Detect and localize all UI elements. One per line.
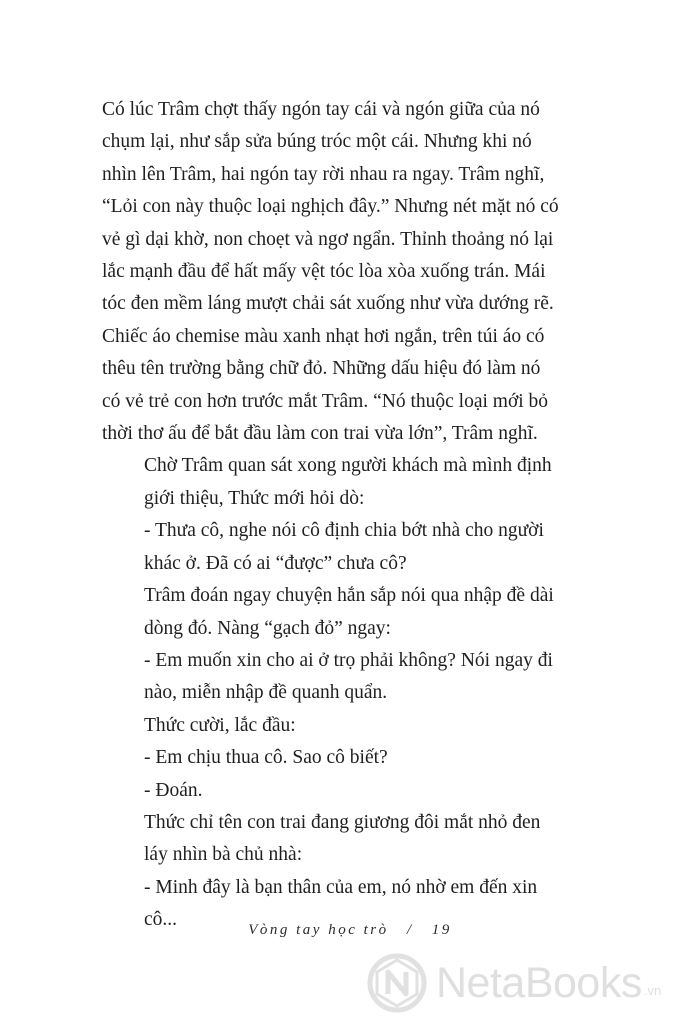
text-line: - Em muốn xin cho ai ở trọ phải không? Nói ngay đi xyxy=(144,649,553,671)
text-line: lắc mạnh đầu để hất mấy vệt tóc lòa xòa xuống trán. Mái xyxy=(102,261,546,283)
text-line: “Lỏi con này thuộc loại nghịch đây.” Nhưng nét mặt nó có xyxy=(102,196,559,218)
paragraph xyxy=(102,807,602,872)
text-line: thời thơ ấu để bắt đầu làm con trai vừa lớn”, Trâm nghĩ. xyxy=(102,423,538,445)
page-body-text xyxy=(102,94,602,937)
netabooks-logo-icon xyxy=(366,952,428,1014)
text-line: dòng đó. Nàng “gạch đỏ” ngay: xyxy=(144,617,391,639)
paragraph xyxy=(102,450,602,515)
text-line: nhìn lên Trâm, hai ngón tay rời nhau ra ngay. Trâm nghĩ, xyxy=(102,163,545,185)
text-line: - Em chịu thua cô. Sao cô biết? xyxy=(144,747,388,769)
page-footer xyxy=(0,922,700,939)
paragraph xyxy=(102,742,602,774)
text-line: khác ở. Đã có ai “được” chưa cô? xyxy=(144,552,407,574)
paragraph xyxy=(102,645,602,710)
text-line: Thức chỉ tên con trai đang giương đôi mắt nhỏ đen xyxy=(144,811,541,833)
watermark-brand: NetaBooks xyxy=(436,958,642,1007)
text-line: - Minh đây là bạn thân của em, nó nhờ em đến xin xyxy=(144,876,538,898)
running-book-title: Vòng tay học trò xyxy=(248,922,389,938)
text-line: tóc đen mềm láng mượt chải sát xuống như vừa dướng rẽ. xyxy=(102,293,554,315)
text-line: nào, miễn nhập đề quanh quẩn. xyxy=(144,682,388,704)
text-line: cô... xyxy=(144,909,178,931)
paragraph xyxy=(102,94,602,450)
text-line: Chiếc áo chemise màu xanh nhạt hơi ngắn, trên túi áo có xyxy=(102,325,545,347)
netabooks-watermark xyxy=(366,948,661,1018)
text-line: chụm lại, như sắp sửa búng tróc một cái. Nhưng khi nó xyxy=(102,131,532,153)
page-number: 19 xyxy=(431,922,452,938)
paragraph xyxy=(102,710,602,742)
text-line: giới thiệu, Thức mới hỏi dò: xyxy=(144,487,365,509)
paragraph xyxy=(102,515,602,580)
text-line: láy nhìn bà chủ nhà: xyxy=(144,844,303,866)
text-line: Chờ Trâm quan sát xong người khách mà mình định xyxy=(144,455,552,477)
text-line: vẻ gì dại khờ, non choẹt và ngơ ngẩn. Thỉnh thoảng nó lại xyxy=(102,228,554,250)
text-line: Thức cười, lắc đầu: xyxy=(144,714,296,736)
paragraph xyxy=(102,775,602,807)
text-line: Trâm đoán ngay chuyện hắn sắp nói qua nhập đề dài xyxy=(144,585,554,607)
text-line: Có lúc Trâm chợt thấy ngón tay cái và ngón giữa của nó xyxy=(102,99,540,120)
paragraph xyxy=(102,580,602,645)
text-line: - Thưa cô, nghe nói cô định chia bớt nhà cho người xyxy=(144,520,544,542)
text-line: có vẻ trẻ con hơn trước mắt Trâm. “Nó thuộc loại mới bỏ xyxy=(102,390,549,412)
text-line: thêu tên trường bằng chữ đỏ. Những dấu hiệu đó làm nó xyxy=(102,358,541,380)
watermark-suffix: .vn xyxy=(643,983,662,998)
footer-separator: / xyxy=(406,922,414,938)
text-line: - Đoán. xyxy=(144,779,203,801)
